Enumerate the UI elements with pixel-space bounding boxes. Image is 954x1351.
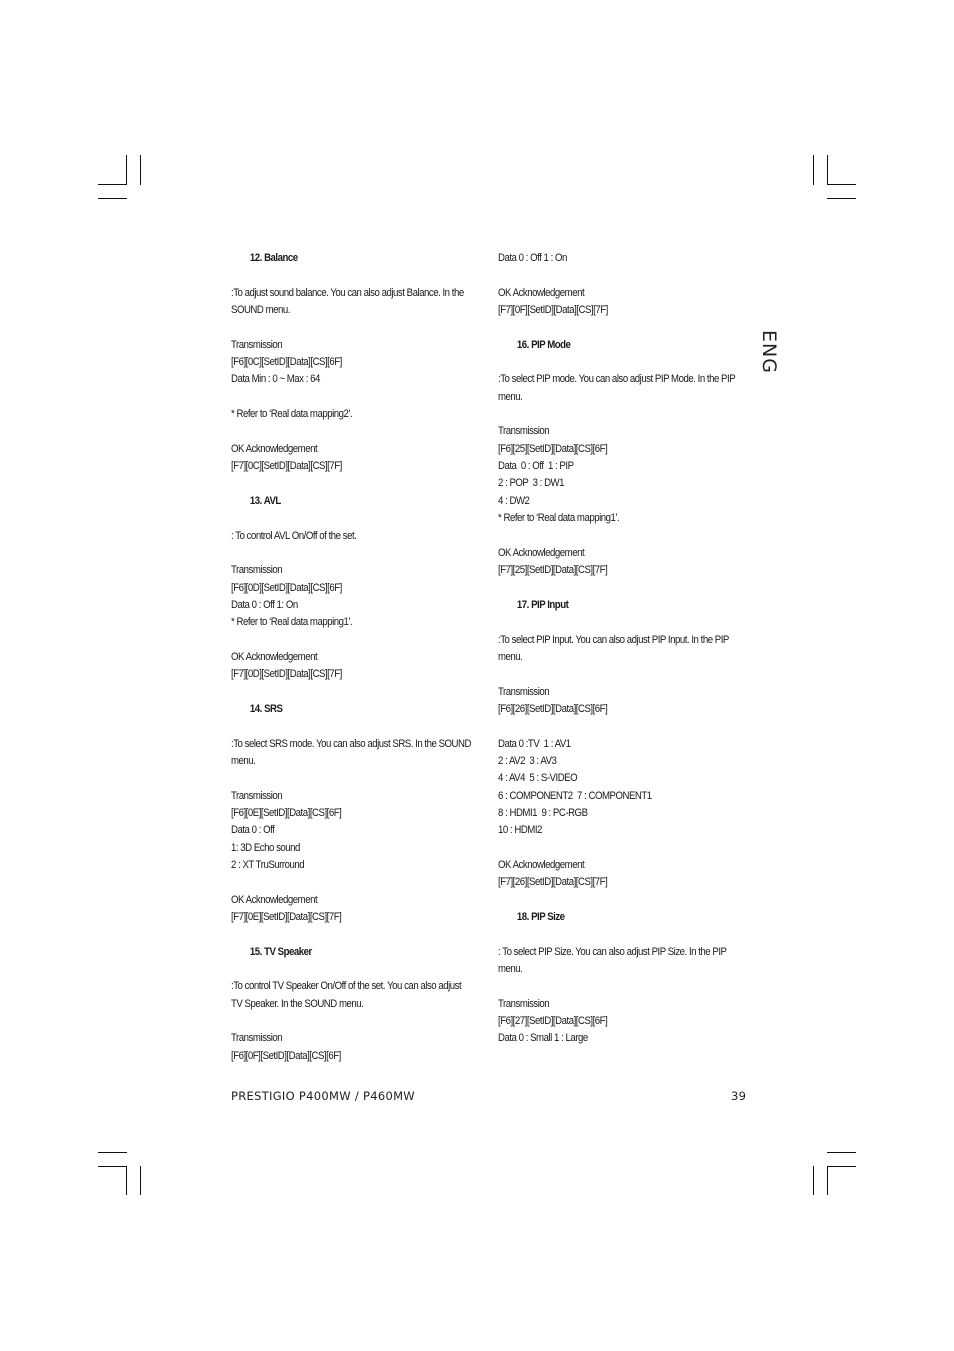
crop-mark-br-h1	[827, 1152, 856, 1153]
text-line: [F7][0F][SetID][Data][CS][7F]	[498, 304, 608, 317]
crop-mark-br-h2	[827, 1166, 856, 1167]
spacer	[231, 632, 480, 649]
spacer	[498, 354, 747, 371]
text-line: 6 : COMPONENT2 7 : COMPONENT1	[498, 789, 652, 802]
crop-mark-br-v1	[813, 1166, 814, 1195]
crop-mark-tr-v2	[827, 155, 828, 185]
crop-mark-bl-h2	[98, 1166, 127, 1167]
footer-page-number: 39	[731, 1089, 747, 1103]
spacer	[498, 614, 747, 631]
text-line: :To select PIP Input. You can also adjust PIP Input. In the PIP	[498, 633, 729, 646]
text-line: OK Acknowledgement	[498, 546, 585, 559]
text-line: * Refer to ‘Real data mapping1’.	[498, 512, 620, 525]
text-line: Data 0 : Off	[231, 824, 275, 837]
section-heading: 16. PIP Mode	[516, 338, 571, 351]
spacer	[231, 545, 480, 562]
spacer	[231, 267, 480, 284]
text-line: Data 0 : Off 1 : PIP	[498, 460, 574, 473]
crop-mark-bl-h1	[98, 1152, 127, 1153]
text-line: :To select PIP mode. You can also adjust PIP Mode. In the PIP	[498, 373, 736, 386]
crop-mark-tl-h1	[98, 184, 127, 185]
spacer	[498, 267, 747, 284]
text-line: menu.	[231, 754, 256, 767]
text-line: OK Acknowledgement	[231, 650, 318, 663]
text-line: [F7][25][SetID][Data][CS][7F]	[498, 564, 608, 577]
text-line: [F6][25][SetID][Data][CS][6F]	[498, 442, 608, 455]
text-line: [F6][0E][SetID][Data][CS][6F]	[231, 807, 342, 819]
spacer	[498, 406, 747, 423]
spacer	[498, 840, 747, 857]
text-line: Transmission	[498, 425, 550, 438]
spacer	[231, 961, 480, 978]
footer-brand: PRESTIGIO P400MW / P460MW	[231, 1089, 415, 1103]
text-line: 2 : POP 3 : DW1	[498, 477, 565, 490]
spacer	[498, 580, 747, 597]
text-line: :To adjust sound balance. You can also adjust Balance. In the	[231, 286, 464, 299]
text-line: * Refer to ‘Real data mapping1’.	[231, 616, 353, 629]
crop-mark-br-v2	[827, 1166, 828, 1195]
crop-mark-bl-v1	[126, 1166, 127, 1195]
text-line: 4 : DW2	[498, 494, 530, 507]
text-line: [F6][26][SetID][Data][CS][6F]	[498, 702, 608, 715]
text-line: Data 0 : Off 1: On	[231, 598, 298, 611]
crop-mark-bl-v2	[140, 1166, 141, 1195]
spacer	[231, 319, 480, 336]
spacer	[231, 926, 480, 943]
text-line: * Refer to ‘Real data mapping2’.	[231, 408, 353, 421]
text-line: Data 0 :TV 1 : AV1	[498, 737, 571, 750]
text-line: Transmission	[231, 789, 283, 802]
text-line: menu.	[498, 650, 523, 663]
crop-mark-tl-h2	[98, 198, 127, 199]
section-heading: 18. PIP Size	[516, 911, 565, 924]
text-line: [F6][0F][SetID][Data][CS][6F]	[231, 1049, 341, 1062]
spacer	[231, 718, 480, 735]
section-heading: 14. SRS	[249, 702, 283, 715]
spacer	[498, 319, 747, 336]
text-line: [F6][27][SetID][Data][CS][6F]	[498, 1015, 608, 1028]
crop-mark-tr-v1	[813, 155, 814, 185]
section-heading: 15. TV Speaker	[249, 945, 312, 958]
text-line: 1: 3D Echo sound	[231, 841, 300, 854]
text-line: OK Acknowledgement	[498, 286, 585, 299]
left-column	[231, 250, 480, 1065]
text-line: 2 : AV2 3 : AV3	[498, 754, 557, 767]
text-line: [F7][0D][SetID][Data][CS][7F]	[231, 668, 342, 681]
spacer	[231, 389, 480, 406]
text-line: Transmission	[231, 338, 283, 351]
text-line: OK Acknowledgement	[231, 893, 318, 906]
spacer	[498, 718, 747, 735]
spacer	[498, 528, 747, 545]
spacer	[231, 423, 480, 440]
crop-mark-tl-v1	[126, 155, 127, 185]
spacer	[231, 770, 480, 787]
spacer	[498, 892, 747, 909]
spacer	[231, 475, 480, 492]
text-line: :To control TV Speaker On/Off of the set. You can also adjust	[231, 980, 462, 993]
section-heading: 17. PIP Input	[516, 598, 569, 611]
text-line: menu.	[498, 963, 523, 976]
right-column	[498, 250, 747, 1048]
text-line: [F6][0C][SetID][Data][CS][6F]	[231, 356, 342, 369]
section-heading: 13. AVL	[249, 494, 281, 507]
text-line: Transmission	[231, 1032, 283, 1045]
spacer	[498, 978, 747, 995]
spacer	[231, 684, 480, 701]
spacer	[231, 510, 480, 527]
text-line: :To select SRS mode. You can also adjust SRS. In the SOUND	[231, 737, 471, 750]
text-line: TV Speaker. In the SOUND menu.	[231, 997, 364, 1010]
text-line: [F7][0E][SetID][Data][CS][7F]	[231, 911, 342, 924]
text-line: : To select PIP Size. You can also adjust PIP Size. In the PIP	[498, 945, 727, 958]
spacer	[498, 926, 747, 943]
crop-mark-tr-h1	[827, 184, 856, 185]
text-line: 8 : HDMI1 9 : PC-RGB	[498, 807, 588, 819]
text-line: : To control AVL On/Off of the set.	[231, 529, 357, 542]
text-line: 2 : XT TruSurround	[231, 859, 305, 872]
text-line: Data Min : 0 ~ Max : 64	[231, 373, 320, 386]
language-tab: ENG	[758, 330, 780, 374]
text-line: Transmission	[498, 997, 550, 1010]
text-line: [F7][0C][SetID][Data][CS][7F]	[231, 460, 342, 473]
text-line: SOUND menu.	[231, 304, 290, 317]
text-line: [F7][26][SetID][Data][CS][7F]	[498, 876, 608, 889]
text-line: Transmission	[231, 564, 283, 577]
text-line: 10 : HDMI2	[498, 824, 542, 837]
text-line: [F6][0D][SetID][Data][CS][6F]	[231, 581, 342, 594]
text-line: Data 0 : Off 1 : On	[498, 252, 567, 264]
crop-mark-tr-h2	[827, 198, 856, 199]
text-line: Transmission	[498, 685, 550, 698]
spacer	[231, 1013, 480, 1030]
text-line: menu.	[498, 390, 523, 403]
text-line: 4 : AV4 5 : S-VIDEO	[498, 772, 578, 785]
text-line: OK Acknowledgement	[498, 859, 585, 872]
crop-mark-tl-v2	[140, 155, 141, 185]
section-heading: 12. Balance	[249, 252, 298, 264]
text-line: OK Acknowledgement	[231, 442, 318, 455]
spacer	[498, 666, 747, 683]
text-line: Data 0 : Small 1 : Large	[498, 1032, 588, 1045]
spacer	[231, 874, 480, 891]
